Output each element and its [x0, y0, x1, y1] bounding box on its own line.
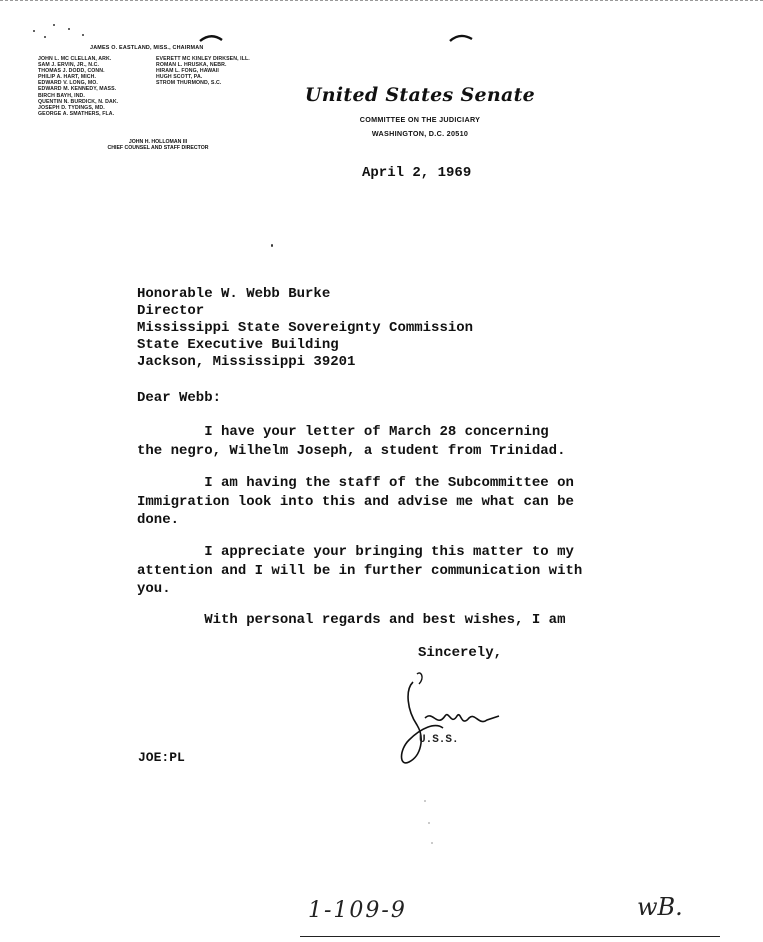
- speck: [68, 28, 70, 30]
- address-line: Jackson, Mississippi 39201: [137, 354, 356, 370]
- recipient-address: [137, 286, 473, 371]
- chairman-line: JAMES O. EASTLAND, MISS., CHAIRMAN: [90, 45, 204, 51]
- member-name: EDWARD V. LONG, MO.: [38, 80, 98, 87]
- committee-members-right: [156, 56, 286, 86]
- counsel-name: JOHN H. HOLLOMAN III: [128, 139, 188, 145]
- committee-members-left: [38, 56, 158, 117]
- paragraph-line: the negro, Wilhelm Joseph, a student from Trinidad.: [137, 442, 566, 459]
- signature-icon: [395, 670, 515, 780]
- letter-date: April 2, 1969: [362, 165, 472, 181]
- speck: [33, 30, 35, 32]
- paragraph-line: I have your letter of March 28 concerning: [137, 424, 549, 440]
- speck: [53, 24, 55, 26]
- member-name: HIRAM L. FONG, HAWAII: [156, 68, 219, 75]
- speck: [82, 34, 84, 36]
- member-name: EDWARD M. KENNEDY, MASS.: [38, 86, 117, 93]
- member-name: THOMAS J. DODD, CONN.: [38, 68, 105, 75]
- speck: [424, 800, 426, 802]
- paragraph-line: With personal regards and best wishes, I am: [137, 612, 566, 628]
- typist-initials: JOE:PL: [138, 750, 185, 765]
- member-name: BIRCH BAYH, IND.: [38, 92, 85, 99]
- bottom-edge: [300, 936, 720, 937]
- address-line: Honorable W. Webb Burke: [137, 286, 331, 302]
- counsel-title: CHIEF COUNSEL AND STAFF DIRECTOR: [107, 145, 209, 152]
- paragraph: [137, 474, 574, 530]
- paragraph: [137, 543, 582, 599]
- paragraph-line: Immigration look into this and advise me what can be: [137, 493, 574, 510]
- paragraph-line: I am having the staff of the Subcommittee on: [137, 475, 574, 491]
- member-name: PHILIP A. HART, MICH.: [38, 74, 97, 81]
- paragraph-line: you.: [137, 581, 171, 597]
- member-name: JOHN L. MC CLELLAN, ARK.: [38, 56, 112, 62]
- paragraph: [137, 423, 565, 460]
- member-name: JOSEPH D. TYDINGS, MD.: [38, 104, 105, 111]
- seal-arc-icon: [198, 33, 224, 43]
- paragraph: [137, 611, 565, 630]
- speck: [271, 244, 273, 247]
- handwritten-file-number: 1-109-9: [308, 898, 407, 923]
- member-name: STROM THURMOND, S.C.: [156, 80, 222, 87]
- committee-name: COMMITTEE ON THE JUDICIARY: [359, 115, 481, 124]
- paragraph-line: I appreciate your bringing this matter to my: [137, 544, 574, 560]
- chief-counsel: [88, 139, 228, 152]
- address-line: Director: [137, 303, 205, 319]
- handwritten-initials: wB.: [637, 893, 683, 921]
- speck: [431, 842, 433, 844]
- signature-initials: U.S.S.: [419, 734, 459, 746]
- committee-city: WASHINGTON, D.C. 20510: [371, 129, 469, 138]
- member-name: ROMAN L. HRUSKA, NEBR.: [156, 62, 227, 69]
- member-name: EVERETT MC KINLEY DIRKSEN, ILL.: [156, 56, 250, 62]
- member-name: SAM J. ERVIN, JR., N.C.: [38, 62, 100, 69]
- senate-title: United States Senate: [304, 84, 536, 106]
- paragraph-line: attention and I will be in further communication with: [137, 562, 583, 579]
- paragraph-line: done.: [137, 512, 180, 528]
- top-edge: [0, 0, 763, 1]
- complimentary-close: Sincerely,: [418, 645, 503, 661]
- salutation: Dear Webb:: [137, 390, 222, 406]
- member-name: GEORGE A. SMATHERS, FLA.: [38, 110, 115, 117]
- address-line: Mississippi State Sovereignty Commission: [137, 320, 474, 336]
- address-line: State Executive Building: [137, 337, 339, 353]
- member-name: QUENTIN N. BURDICK, N. DAK.: [38, 98, 119, 105]
- speck: [428, 822, 430, 824]
- speck: [44, 36, 46, 38]
- member-name: HUGH SCOTT, PA.: [156, 74, 203, 81]
- seal-arc-icon: [448, 33, 474, 43]
